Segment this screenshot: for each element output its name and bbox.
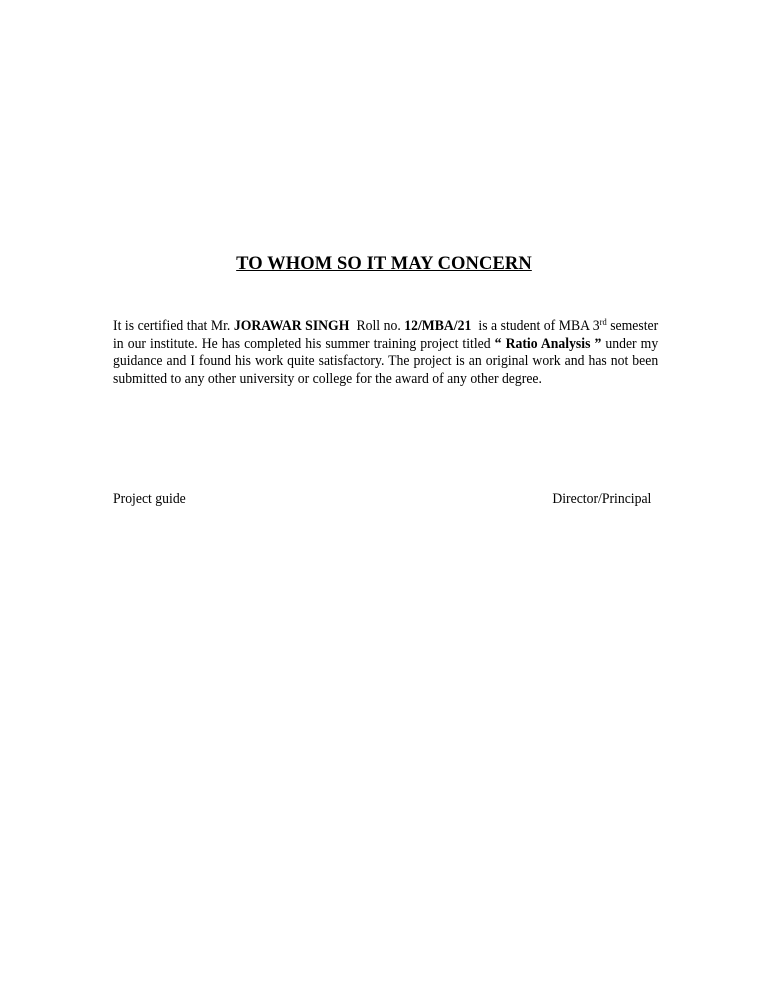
project-title: “ Ratio Analysis ” xyxy=(494,335,602,352)
after-roll-text: is a student of MBA 3 xyxy=(471,318,600,334)
roll-number: 12/MBA/21 xyxy=(404,318,472,334)
roll-label: Roll no. xyxy=(349,318,405,334)
certificate-paragraph xyxy=(113,318,658,388)
intro-text: It is certified that Mr. xyxy=(113,318,234,334)
student-name: JORAWAR SINGH xyxy=(233,318,350,334)
closing-text: under my guidance and I found his work quite satisfactory. The project is an original work and has not been submitted to any other university or college for the award of any other degree. xyxy=(113,335,659,387)
project-guide-signature: Project guide xyxy=(113,491,186,507)
document-title: TO WHOM SO IT MAY CONCERN xyxy=(236,254,532,274)
semester-text: semester in our institute. He has completed his summer training project titled xyxy=(113,318,659,352)
ordinal-suffix: rd xyxy=(599,317,607,327)
director-principal-signature: Director/Principal xyxy=(551,491,651,507)
